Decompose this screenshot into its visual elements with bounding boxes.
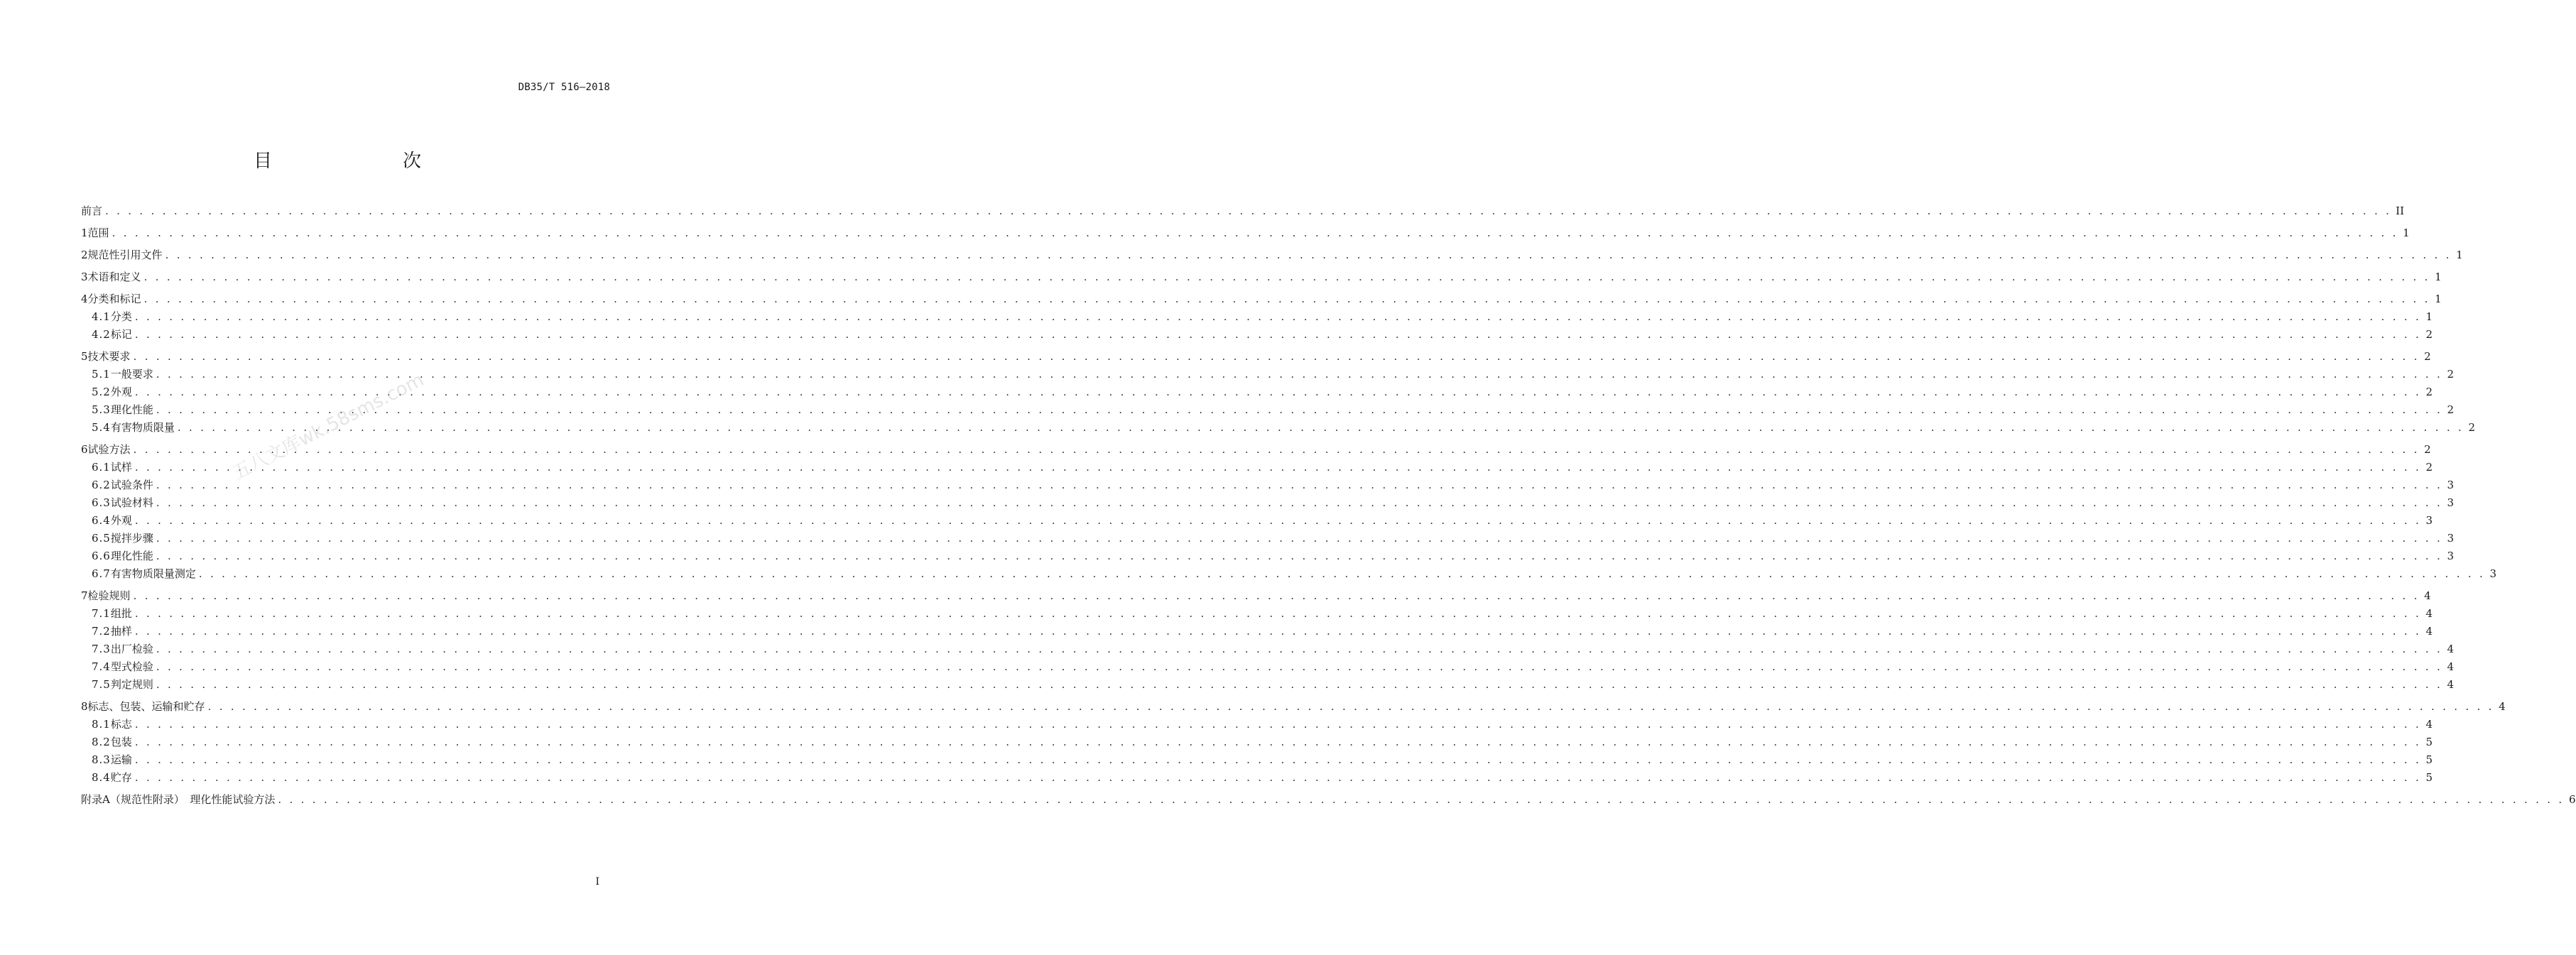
toc-entry-number: 4.1 — [92, 310, 111, 323]
toc-entry-number: 4 — [81, 293, 88, 305]
toc-entry-page: 4 — [2425, 607, 2433, 620]
toc-entry[interactable] — [81, 246, 2463, 264]
toc-entry-label: 搅拌步骤 — [110, 532, 153, 545]
toc-entry-label: 标志、包装、运输和贮存 — [87, 700, 205, 713]
toc-entry-label: 理化性能 — [110, 550, 153, 562]
toc-entry-page: 4 — [2447, 660, 2455, 673]
toc-entry[interactable] — [81, 676, 2455, 694]
toc-entry-number: 7.5 — [92, 678, 111, 691]
toc-entry-page: 4 — [2499, 700, 2506, 713]
toc-entry[interactable] — [81, 441, 2431, 459]
toc-leader-dots: . . . . . . . . . . . . . . . . . . . . . . . . . . . . . . . . . . . . . . . . . . . . . . . . . . . . . . . . . . . . . . . . . . . . . . . . . . . . . . . . . . . . . . . . . . . . . . . . . . . . . . . . . . . . . . . . . . . . . . . . . . . . . . . . . . . . . . . . . . . . . . . . . . . . . . . . . . . . . . . . . . . . . . . . . . . . . . . . . . . . . . . . . . . . . . . . . . . . . . . . — [156, 368, 2443, 381]
toc-entry-label: 有害物质限量测定 — [110, 567, 196, 580]
toc-entry[interactable] — [81, 459, 2433, 476]
toc-entry-number: 3 — [81, 271, 88, 283]
toc-entry-label: 范围 — [87, 227, 109, 239]
toc-entry[interactable] — [81, 308, 2433, 326]
toc-leader-dots: . . . . . . . . . . . . . . . . . . . . . . . . . . . . . . . . . . . . . . . . . . . . . . . . . . . . . . . . . . . . . . . . . . . . . . . . . . . . . . . . . . . . . . . . . . . . . . . . . . . . . . . . . . . . . . . . . . . . . . . . . . . . . . . . . . . . . . . . . . . . . . . . . . . . . . . . . . . . . . . . . . . . . . . . . . . . . . . . . . . . . . . . . . . . . . . . . . . . . . . . — [156, 496, 2443, 509]
toc-entry-number: 8.2 — [92, 736, 111, 748]
toc-leader-dots: . . . . . . . . . . . . . . . . . . . . . . . . . . . . . . . . . . . . . . . . . . . . . . . . . . . . . . . . . . . . . . . . . . . . . . . . . . . . . . . . . . . . . . . . . . . . . . . . . . . . . . . . . . . . . . . . . . . . . . . . . . . . . . . . . . . . . . . . . . . . . . . . . . . . . . . . . . . . . . . . . . . . . . . . . . . . . . . . . . . . . . . . . . . . . . . . . . . . . . . . — [156, 479, 2443, 491]
toc-leader-dots: . . . . . . . . . . . . . . . . . . . . . . . . . . . . . . . . . . . . . . . . . . . . . . . . . . . . . . . . . . . . . . . . . . . . . . . . . . . . . . . . . . . . . . . . . . . . . . . . . . . . . . . . . . . . . . . . . . . . . . . . . . . . . . . . . . . . . . . . . . . . . . . . . . . . . . . . . . . . . . . . . . . . . . . . . . . . . . . . . . . . . . . . . . . . . . . . . . . . . . . . — [156, 532, 2443, 545]
toc-entry-page: 4 — [2447, 643, 2455, 655]
toc-entry-label: 贮存 — [110, 771, 132, 784]
toc-entry-label: 运输 — [110, 753, 132, 766]
toc-entry-label: 型式检验 — [110, 660, 153, 673]
toc-leader-dots: . . . . . . . . . . . . . . . . . . . . . . . . . . . . . . . . . . . . . . . . . . . . . . . . . . . . . . . . . . . . . . . . . . . . . . . . . . . . . . . . . . . . . . . . . . . . . . . . . . . . . . . . . . . . . . . . . . . . . . . . . . . . . . . . . . . . . . . . . . . . . . . . . . . . . . . . . . . . . . . . . . . . . . . . . . . . . . . . . . . . . . . . . . . . . . . . . . . . . . . . — [156, 550, 2443, 562]
toc-entry-number: 6.3 — [92, 496, 111, 509]
toc-leader-dots: . . . . . . . . . . . . . . . . . . . . . . . . . . . . . . . . . . . . . . . . . . . . . . . . . . . . . . . . . . . . . . . . . . . . . . . . . . . . . . . . . . . . . . . . . . . . . . . . . . . . . . . . . . . . . . . . . . . . . . . . . . . . . . . . . . . . . . . . . . . . . . . . . . . . . . . . . . . . . . . . . . . . . . . . . . . . . . . . . . . . . . . . . . . . . . . . . . . . . . . . — [134, 625, 2422, 638]
toc-entry[interactable] — [81, 658, 2455, 676]
toc-entry-number: 7.1 — [92, 607, 111, 620]
toc-entry-number: 1 — [81, 227, 88, 239]
toc-leader-dots: . . . . . . . . . . . . . . . . . . . . . . . . . . . . . . . . . . . . . . . . . . . . . . . . . . . . . . . . . . . . . . . . . . . . . . . . . . . . . . . . . . . . . . . . . . . . . . . . . . . . . . . . . . . . . . . . . . . . . . . . . . . . . . . . . . . . . . . . . . . . . . . . . . . . . . . . . . . . . . . . . . . . . . . . . . . . . . . . . . . . . . . . . . . . . . . . . . . . . . . . — [112, 227, 2398, 239]
toc-entry-label: 组批 — [110, 607, 132, 620]
toc-entry[interactable] — [81, 530, 2455, 547]
toc-entry-page: 2 — [2447, 403, 2455, 416]
toc-entry-number: 7.3 — [92, 643, 111, 655]
toc-entry-label: 一般要求 — [110, 368, 153, 381]
toc-entry[interactable] — [81, 348, 2431, 366]
toc-entry[interactable] — [81, 290, 2442, 308]
toc-leader-dots: . . . . . . . . . . . . . . . . . . . . . . . . . . . . . . . . . . . . . . . . . . . . . . . . . . . . . . . . . . . . . . . . . . . . . . . . . . . . . . . . . . . . . . . . . . . . . . . . . . . . . . . . . . . . . . . . . . . . . . . . . . . . . . . . . . . . . . . . . . . . . . . . . . . . . . . . . . . . . . . . . . . . . . . . . . . . . . . . . . . . . . . . . . . . . . . . . . . . . . . . — [156, 660, 2443, 673]
watermark-text: 五八文库wk.58sms.com — [229, 369, 428, 485]
toc-entry-page: 3 — [2447, 532, 2455, 545]
toc-leader-dots: . . . . . . . . . . . . . . . . . . . . . . . . . . . . . . . . . . . . . . . . . . . . . . . . . . . . . . . . . . . . . . . . . . . . . . . . . . . . . . . . . . . . . . . . . . . . . . . . . . . . . . . . . . . . . . . . . . . . . . . . . . . . . . . . . . . . . . . . . . . . . . . . . . . . . . . . . . . . . . . . . . . . . . . . . . . . . . . . . . . . . . . . . . . . . . . . . . . . . . . . — [134, 718, 2422, 731]
toc-entry[interactable] — [81, 640, 2455, 658]
toc-leader-dots: . . . . . . . . . . . . . . . . . . . . . . . . . . . . . . . . . . . . . . . . . . . . . . . . . . . . . . . . . . . . . . . . . . . . . . . . . . . . . . . . . . . . . . . . . . . . . . . . . . . . . . . . . . . . . . . . . . . . . . . . . . . . . . . . . . . . . . . . . . . . . . . . . . . . . . . . . . . . . . . . . . . . . . . . . . . . . . . . . . . . . . . . . . . . . . . . . . . . . . . . — [156, 643, 2443, 655]
toc-entry-label: 有害物质限量 — [110, 421, 175, 434]
toc-entry-number: 6.2 — [92, 479, 111, 491]
toc-entry-page: 2 — [2425, 461, 2433, 474]
toc-entry-label: 外观 — [110, 386, 132, 398]
toc-leader-dots: . . . . . . . . . . . . . . . . . . . . . . . . . . . . . . . . . . . . . . . . . . . . . . . . . . . . . . . . . . . . . . . . . . . . . . . . . . . . . . . . . . . . . . . . . . . . . . . . . . . . . . . . . . . . . . . . . . . . . . . . . . . . . . . . . . . . . . . . . . . . . . . . . . . . . . . . . . . . . . . . . . . . . . . . . . . . . . . . . . . . . . . . . . . . . . . . . . . . . . . . — [143, 271, 2430, 283]
toc-entry[interactable] — [81, 476, 2455, 494]
toc-entry-label: 分类 — [110, 310, 132, 323]
footer-page-number: I — [595, 876, 599, 888]
toc-entry[interactable] — [81, 202, 2405, 220]
toc-leader-dots: . . . . . . . . . . . . . . . . . . . . . . . . . . . . . . . . . . . . . . . . . . . . . . . . . . . . . . . . . . . . . . . . . . . . . . . . . . . . . . . . . . . . . . . . . . . . . . . . . . . . . . . . . . . . . . . . . . . . . . . . . . . . . . . . . . . . . . . . . . . . . . . . . . . . . . . . . . . . . . . . . . . . . . . . . . . . . . . . . . . . . . . . . . . . . . . . . . . . . . . . — [156, 403, 2443, 416]
toc-entry-label: 标记 — [110, 328, 132, 341]
toc-leader-dots: . . . . . . . . . . . . . . . . . . . . . . . . . . . . . . . . . . . . . . . . . . . . . . . . . . . . . . . . . . . . . . . . . . . . . . . . . . . . . . . . . . . . . . . . . . . . . . . . . . . . . . . . . . . . . . . . . . . . . . . . . . . . . . . . . . . . . . . . . . . . . . . . . . . . . . . . . . . . . . . . . . . . . . . . . . . . . . . . . . . . . . . . . . . . . . . . . . . . . . . . — [105, 204, 2392, 217]
toc-entry-page: 3 — [2447, 496, 2455, 509]
toc-entry[interactable] — [81, 698, 2506, 716]
toc-entry[interactable] — [81, 605, 2433, 623]
toc-entry-page: 5 — [2425, 736, 2433, 748]
toc-leader-dots: . . . . . . . . . . . . . . . . . . . . . . . . . . . . . . . . . . . . . . . . . . . . . . . . . . . . . . . . . . . . . . . . . . . . . . . . . . . . . . . . . . . . . . . . . . . . . . . . . . . . . . . . . . . . . . . . . . . . . . . . . . . . . . . . . . . . . . . . . . . . . . . . . . . . . . . . . . . . . . . . . . . . . . . . . . . . . . . . . . . . . . . . . . . . . . . . . . . . . . . . — [133, 443, 2420, 456]
toc-entry[interactable] — [81, 547, 2455, 565]
table-of-contents — [81, 202, 2576, 809]
toc-entry-label: 前言 — [81, 204, 103, 217]
toc-entry[interactable] — [81, 769, 2433, 787]
toc-leader-dots: . . . . . . . . . . . . . . . . . . . . . . . . . . . . . . . . . . . . . . . . . . . . . . . . . . . . . . . . . . . . . . . . . . . . . . . . . . . . . . . . . . . . . . . . . . . . . . . . . . . . . . . . . . . . . . . . . . . . . . . . . . . . . . . . . . . . . . . . . . . . . . . . . . . . . . . . . . . . . . . . . . . . . . . . . . . . . . . . . . . . . . . . . . . . . . . . . . . . . . . . — [134, 461, 2422, 474]
toc-entry-page: 3 — [2425, 514, 2433, 527]
toc-entry-label: 试验方法 — [87, 443, 131, 456]
toc-entry-page: 2 — [2447, 368, 2455, 381]
toc-entry-page: 4 — [2425, 718, 2433, 731]
toc-entry-number: 7.4 — [92, 660, 111, 673]
toc-entry[interactable] — [81, 623, 2433, 640]
toc-entry-number: 5.1 — [92, 368, 111, 381]
toc-entry-page: 1 — [2403, 227, 2410, 239]
toc-leader-dots: . . . . . . . . . . . . . . . . . . . . . . . . . . . . . . . . . . . . . . . . . . . . . . . . . . . . . . . . . . . . . . . . . . . . . . . . . . . . . . . . . . . . . . . . . . . . . . . . . . . . . . . . . . . . . . . . . . . . . . . . . . . . . . . . . . . . . . . . . . . . . . . . . . . . . . . . . . . . . . . . . . . . . . . . . . . . . . . . . . . . . . . . . . . . . . . . . . . . . . . . — [177, 421, 2464, 434]
toc-entry-label: 判定规则 — [110, 678, 153, 691]
toc-entry-label: 术语和定义 — [87, 271, 141, 283]
toc-entry-label: 标志 — [110, 718, 132, 731]
toc-entry-page: 2 — [2425, 328, 2433, 341]
toc-entry-number: 8.4 — [92, 771, 111, 784]
toc-entry[interactable] — [81, 751, 2433, 769]
toc-entry-number: 7.2 — [92, 625, 111, 638]
toc-leader-dots: . . . . . . . . . . . . . . . . . . . . . . . . . . . . . . . . . . . . . . . . . . . . . . . . . . . . . . . . . . . . . . . . . . . . . . . . . . . . . . . . . . . . . . . . . . . . . . . . . . . . . . . . . . . . . . . . . . . . . . . . . . . . . . . . . . . . . . . . . . . . . . . . . . . . . . . . . . . . . . . . . . . . . . . . . . . . . . . . . . . . . . . . . . . . . . . . . . . . . . . . — [134, 753, 2422, 766]
toc-leader-dots: . . . . . . . . . . . . . . . . . . . . . . . . . . . . . . . . . . . . . . . . . . . . . . . . . . . . . . . . . . . . . . . . . . . . . . . . . . . . . . . . . . . . . . . . . . . . . . . . . . . . . . . . . . . . . . . . . . . . . . . . . . . . . . . . . . . . . . . . . . . . . . . . . . . . . . . . . . . . . . . . . . . . . . . . . . . . . . . . . . . . . . . . . . . . . . . . . . . . . . . . — [143, 293, 2430, 305]
toc-entry-page: 1 — [2435, 271, 2442, 283]
toc-entry[interactable] — [81, 494, 2455, 512]
toc-leader-dots: . . . . . . . . . . . . . . . . . . . . . . . . . . . . . . . . . . . . . . . . . . . . . . . . . . . . . . . . . . . . . . . . . . . . . . . . . . . . . . . . . . . . . . . . . . . . . . . . . . . . . . . . . . . . . . . . . . . . . . . . . . . . . . . . . . . . . . . . . . . . . . . . . . . . . . . . . . . . . . . . . . . . . . . . . . . . . . . . . . . . . . . . . . . . . . . . . . . . . . . . — [134, 607, 2422, 620]
toc-entry-page: 1 — [2456, 249, 2463, 261]
toc-entry-number: 6.7 — [92, 567, 111, 580]
toc-entry[interactable] — [81, 512, 2433, 530]
toc-entry-label: 试验条件 — [110, 479, 153, 491]
toc-entry[interactable] — [81, 791, 2576, 809]
toc-entry-page: 2 — [2424, 443, 2431, 456]
toc-entry[interactable] — [81, 587, 2431, 605]
toc-leader-dots: . . . . . . . . . . . . . . . . . . . . . . . . . . . . . . . . . . . . . . . . . . . . . . . . . . . . . . . . . . . . . . . . . . . . . . . . . . . . . . . . . . . . . . . . . . . . . . . . . . . . . . . . . . . . . . . . . . . . . . . . . . . . . . . . . . . . . . . . . . . . . . . . . . . . . . . . . . . . . . . . . . . . . . . . . . . . . . . . . . . . . . . . . . . . . . . . . . . . . . . . — [198, 567, 2486, 580]
toc-entry-page: 5 — [2425, 771, 2433, 784]
toc-entry-label: 检验规则 — [87, 589, 131, 602]
toc-leader-dots: . . . . . . . . . . . . . . . . . . . . . . . . . . . . . . . . . . . . . . . . . . . . . . . . . . . . . . . . . . . . . . . . . . . . . . . . . . . . . . . . . . . . . . . . . . . . . . . . . . . . . . . . . . . . . . . . . . . . . . . . . . . . . . . . . . . . . . . . . . . . . . . . . . . . . . . . . . . . . . . . . . . . . . . . . . . . . . . . . . . . . . . . . . . . . . . . . . . . . . . . — [278, 793, 2565, 806]
toc-entry[interactable] — [81, 268, 2442, 286]
toc-entry[interactable] — [81, 366, 2455, 383]
toc-entry-number: 5.2 — [92, 386, 111, 398]
standard-code: DB35/T 516—2018 — [518, 82, 610, 93]
toc-entry-number: 6.4 — [92, 514, 111, 527]
toc-entry-page: 1 — [2435, 293, 2442, 305]
toc-leader-dots: . . . . . . . . . . . . . . . . . . . . . . . . . . . . . . . . . . . . . . . . . . . . . . . . . . . . . . . . . . . . . . . . . . . . . . . . . . . . . . . . . . . . . . . . . . . . . . . . . . . . . . . . . . . . . . . . . . . . . . . . . . . . . . . . . . . . . . . . . . . . . . . . . . . . . . . . . . . . . . . . . . . . . . . . . . . . . . . . . . . . . . . . . . . . . . . . . . . . . . . . — [134, 310, 2422, 323]
toc-entry[interactable] — [81, 326, 2433, 344]
toc-entry-number: 5.3 — [92, 403, 111, 416]
toc-entry-page: 3 — [2447, 479, 2455, 491]
toc-entry-number: 6.1 — [92, 461, 111, 474]
toc-entry-page: 4 — [2447, 678, 2455, 691]
toc-entry-label: 理化性能 — [110, 403, 153, 416]
toc-entry-number: 5.4 — [92, 421, 111, 434]
toc-entry-label: 试验材料 — [110, 496, 153, 509]
toc-entry[interactable] — [81, 733, 2433, 751]
toc-entry-page: 3 — [2447, 550, 2455, 562]
toc-entry-number: 6 — [81, 443, 88, 456]
toc-entry-label: 分类和标记 — [87, 293, 141, 305]
toc-entry-number: 8.3 — [92, 753, 111, 766]
toc-entry-number: 4.2 — [92, 328, 111, 341]
toc-leader-dots: . . . . . . . . . . . . . . . . . . . . . . . . . . . . . . . . . . . . . . . . . . . . . . . . . . . . . . . . . . . . . . . . . . . . . . . . . . . . . . . . . . . . . . . . . . . . . . . . . . . . . . . . . . . . . . . . . . . . . . . . . . . . . . . . . . . . . . . . . . . . . . . . . . . . . . . . . . . . . . . . . . . . . . . . . . . . . . . . . . . . . . . . . . . . . . . . . . . . . . . . — [207, 700, 2494, 713]
toc-entry-number: 8.1 — [92, 718, 111, 731]
toc-entry-page: 1 — [2425, 310, 2433, 323]
toc-entry-page: 2 — [2424, 350, 2431, 363]
toc-entry-label: 包装 — [110, 736, 132, 748]
toc-entry-label: 出厂检验 — [110, 643, 153, 655]
toc-entry-page: 3 — [2489, 567, 2497, 580]
toc-leader-dots: . . . . . . . . . . . . . . . . . . . . . . . . . . . . . . . . . . . . . . . . . . . . . . . . . . . . . . . . . . . . . . . . . . . . . . . . . . . . . . . . . . . . . . . . . . . . . . . . . . . . . . . . . . . . . . . . . . . . . . . . . . . . . . . . . . . . . . . . . . . . . . . . . . . . . . . . . . . . . . . . . . . . . . . . . . . . . . . . . . . . . . . . . . . . . . . . . . . . . . . . — [134, 514, 2422, 527]
toc-entry-label: 外观 — [110, 514, 132, 527]
toc-entry-page: 4 — [2425, 625, 2433, 638]
toc-leader-dots: . . . . . . . . . . . . . . . . . . . . . . . . . . . . . . . . . . . . . . . . . . . . . . . . . . . . . . . . . . . . . . . . . . . . . . . . . . . . . . . . . . . . . . . . . . . . . . . . . . . . . . . . . . . . . . . . . . . . . . . . . . . . . . . . . . . . . . . . . . . . . . . . . . . . . . . . . . . . . . . . . . . . . . . . . . . . . . . . . . . . . . . . . . . . . . . . . . . . . . . . — [134, 771, 2422, 784]
toc-entry-label: 规范性引用文件 — [87, 249, 163, 261]
toc-leader-dots: . . . . . . . . . . . . . . . . . . . . . . . . . . . . . . . . . . . . . . . . . . . . . . . . . . . . . . . . . . . . . . . . . . . . . . . . . . . . . . . . . . . . . . . . . . . . . . . . . . . . . . . . . . . . . . . . . . . . . . . . . . . . . . . . . . . . . . . . . . . . . . . . . . . . . . . . . . . . . . . . . . . . . . . . . . . . . . . . . . . . . . . . . . . . . . . . . . . . . . . . — [134, 328, 2422, 341]
toc-leader-dots: . . . . . . . . . . . . . . . . . . . . . . . . . . . . . . . . . . . . . . . . . . . . . . . . . . . . . . . . . . . . . . . . . . . . . . . . . . . . . . . . . . . . . . . . . . . . . . . . . . . . . . . . . . . . . . . . . . . . . . . . . . . . . . . . . . . . . . . . . . . . . . . . . . . . . . . . . . . . . . . . . . . . . . . . . . . . . . . . . . . . . . . . . . . . . . . . . . . . . . . . — [165, 249, 2452, 261]
toc-entry-page: 4 — [2424, 589, 2431, 602]
toc-entry[interactable] — [81, 224, 2410, 242]
toc-entry[interactable] — [81, 565, 2497, 583]
toc-entry-label: 试样 — [110, 461, 132, 474]
toc-entry-page: 5 — [2425, 753, 2433, 766]
toc-leader-dots: . . . . . . . . . . . . . . . . . . . . . . . . . . . . . . . . . . . . . . . . . . . . . . . . . . . . . . . . . . . . . . . . . . . . . . . . . . . . . . . . . . . . . . . . . . . . . . . . . . . . . . . . . . . . . . . . . . . . . . . . . . . . . . . . . . . . . . . . . . . . . . . . . . . . . . . . . . . . . . . . . . . . . . . . . . . . . . . . . . . . . . . . . . . . . . . . . . . . . . . . — [156, 678, 2443, 691]
toc-entry-page: 2 — [2468, 421, 2476, 434]
toc-entry[interactable] — [81, 383, 2433, 401]
toc-entry-number: 5 — [81, 350, 88, 363]
toc-entry-number: 2 — [81, 249, 88, 261]
toc-entry-label: 附录A（规范性附录） 理化性能试验方法 — [81, 793, 276, 806]
toc-leader-dots: . . . . . . . . . . . . . . . . . . . . . . . . . . . . . . . . . . . . . . . . . . . . . . . . . . . . . . . . . . . . . . . . . . . . . . . . . . . . . . . . . . . . . . . . . . . . . . . . . . . . . . . . . . . . . . . . . . . . . . . . . . . . . . . . . . . . . . . . . . . . . . . . . . . . . . . . . . . . . . . . . . . . . . . . . . . . . . . . . . . . . . . . . . . . . . . . . . . . . . . . — [133, 589, 2420, 602]
toc-entry-page: II — [2396, 204, 2405, 217]
toc-entry-number: 7 — [81, 589, 88, 602]
page-title: 目 次 — [253, 151, 452, 172]
toc-leader-dots: . . . . . . . . . . . . . . . . . . . . . . . . . . . . . . . . . . . . . . . . . . . . . . . . . . . . . . . . . . . . . . . . . . . . . . . . . . . . . . . . . . . . . . . . . . . . . . . . . . . . . . . . . . . . . . . . . . . . . . . . . . . . . . . . . . . . . . . . . . . . . . . . . . . . . . . . . . . . . . . . . . . . . . . . . . . . . . . . . . . . . . . . . . . . . . . . . . . . . . . . — [134, 386, 2422, 398]
toc-leader-dots: . . . . . . . . . . . . . . . . . . . . . . . . . . . . . . . . . . . . . . . . . . . . . . . . . . . . . . . . . . . . . . . . . . . . . . . . . . . . . . . . . . . . . . . . . . . . . . . . . . . . . . . . . . . . . . . . . . . . . . . . . . . . . . . . . . . . . . . . . . . . . . . . . . . . . . . . . . . . . . . . . . . . . . . . . . . . . . . . . . . . . . . . . . . . . . . . . . . . . . . . — [134, 736, 2422, 748]
toc-entry-label: 抽样 — [110, 625, 132, 638]
toc-entry[interactable] — [81, 716, 2433, 733]
toc-entry-number: 6.5 — [92, 532, 111, 545]
toc-entry-label: 技术要求 — [87, 350, 131, 363]
toc-entry-page: 6 — [2568, 793, 2576, 806]
toc-entry-number: 6.6 — [92, 550, 111, 562]
toc-entry-page: 2 — [2425, 386, 2433, 398]
toc-leader-dots: . . . . . . . . . . . . . . . . . . . . . . . . . . . . . . . . . . . . . . . . . . . . . . . . . . . . . . . . . . . . . . . . . . . . . . . . . . . . . . . . . . . . . . . . . . . . . . . . . . . . . . . . . . . . . . . . . . . . . . . . . . . . . . . . . . . . . . . . . . . . . . . . . . . . . . . . . . . . . . . . . . . . . . . . . . . . . . . . . . . . . . . . . . . . . . . . . . . . . . . . — [133, 350, 2420, 363]
toc-entry-number: 8 — [81, 700, 88, 713]
